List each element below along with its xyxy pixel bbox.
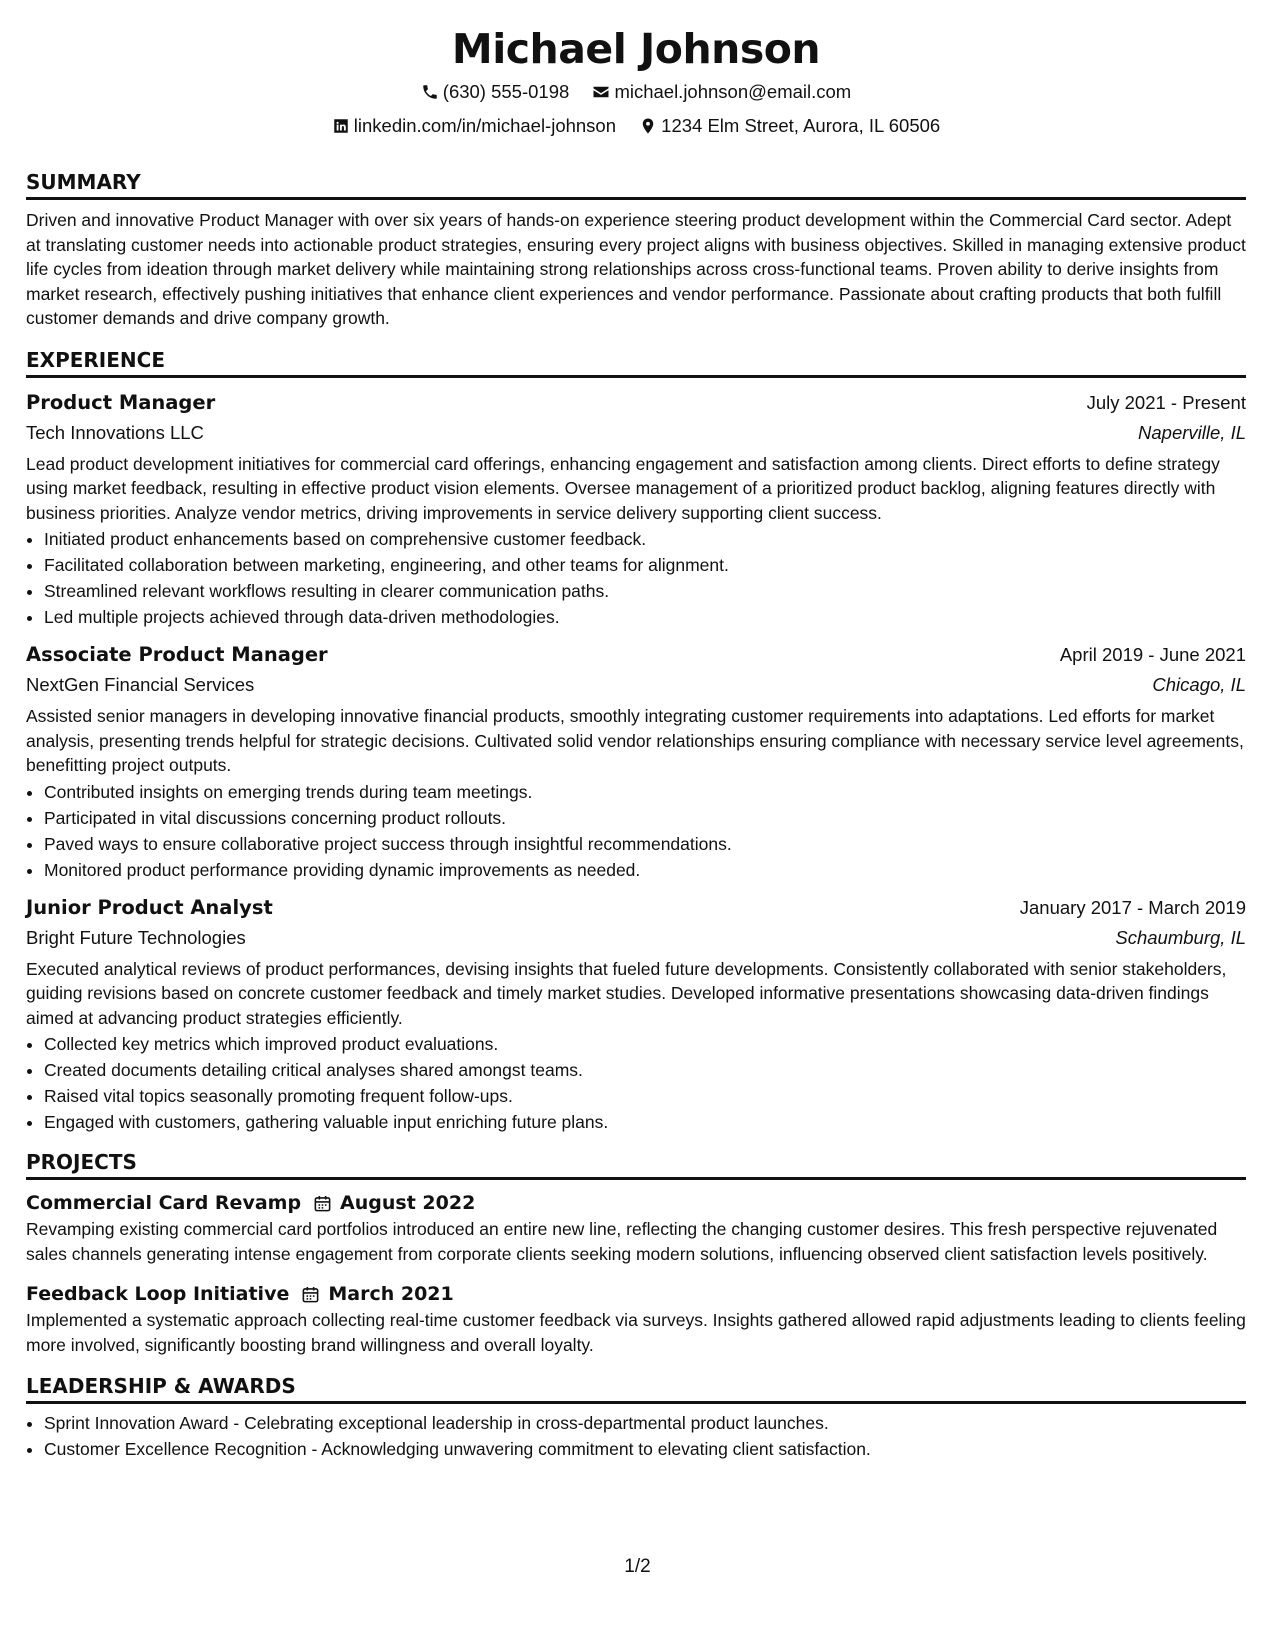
- address-text: 1234 Elm Street, Aurora, IL 60506: [661, 115, 941, 136]
- list-item: • Engaged with customers, gathering valuable input enriching future plans.: [44, 1109, 1246, 1135]
- experience-heading: EXPERIENCE: [26, 347, 1246, 378]
- list-item: • Facilitated collaboration between marketing, engineering, and other teams for alignment.: [44, 552, 1246, 578]
- list-item: • Initiated product enhancements based on comprehensive customer feedback.: [44, 526, 1246, 552]
- calendar-icon: [313, 1194, 332, 1213]
- leadership-heading: LEADERSHIP & AWARDS: [26, 1373, 1246, 1404]
- phone-text: (630) 555-0198: [442, 81, 570, 102]
- list-item: • Led multiple projects achieved through data-driven methodologies.: [44, 604, 1246, 630]
- list-item: • Customer Excellence Recognition - Acknowledging unwavering commitment to elevating client satisfaction.: [44, 1436, 1246, 1462]
- calendar-icon: [301, 1285, 320, 1304]
- project-name: Commercial Card Revamp: [26, 1192, 302, 1214]
- job-entry: [26, 388, 1246, 631]
- list-item: • Sprint Innovation Award - Celebrating exceptional leadership in cross-departmental product launches.: [44, 1410, 1246, 1436]
- envelope-icon: [592, 83, 610, 101]
- contact-phone[interactable]: [421, 80, 570, 104]
- linkedin-text: linkedin.com/in/michael-johnson: [353, 115, 617, 136]
- job-entry: [26, 640, 1246, 883]
- phone-icon: [421, 83, 439, 101]
- project-date: August 2022: [340, 1192, 476, 1214]
- project-description: Implemented a systematic approach collecting real-time customer feedback via surveys. Insights gathered allowed rapid adjustments leading to clients feeling more involved, significantly boosting brand willingness and overall loyalty.: [26, 1310, 1246, 1355]
- company-name: Bright Future Technologies: [26, 926, 246, 948]
- project-entry: [26, 1280, 1246, 1357]
- job-title: Associate Product Manager: [26, 643, 328, 666]
- summary-section: [26, 169, 1246, 331]
- job-entry: [26, 893, 1246, 1136]
- job-bullets: [26, 779, 1246, 883]
- map-pin-icon: [639, 117, 657, 135]
- job-bullets: [26, 526, 1246, 630]
- projects-heading: PROJECTS: [26, 1149, 1246, 1180]
- summary-heading: SUMMARY: [26, 169, 1246, 200]
- linkedin-icon: [332, 117, 350, 135]
- project-description: Revamping existing commercial card portfolios introduced an entire new line, reflecting the changing customer desires. This fresh perspective rejuvenated sales channels generating intense engagement from corporate clients seeking modern solutions, influencing observed client satisfaction levels positively.: [26, 1219, 1218, 1264]
- job-location: Schaumburg, IL: [1115, 926, 1246, 948]
- job-dates: January 2017 - March 2019: [1019, 896, 1246, 918]
- list-item: • Paved ways to ensure collaborative project success through insightful recommendations.: [44, 831, 1246, 857]
- contact-address: [639, 114, 940, 138]
- job-title: Product Manager: [26, 390, 216, 414]
- job-dates: April 2019 - June 2021: [1059, 644, 1246, 665]
- experience-section: [26, 347, 1246, 1136]
- list-item: • Streamlined relevant workflows resulting in clearer communication paths.: [44, 578, 1246, 604]
- leadership-bullets: [26, 1410, 1246, 1462]
- resume-page: [26, 24, 1246, 1462]
- job-title: Junior Product Analyst: [26, 895, 273, 919]
- leadership-section: [26, 1373, 1246, 1462]
- job-location: Naperville, IL: [1138, 421, 1246, 443]
- company-name: Tech Innovations LLC: [26, 421, 204, 443]
- project-name: Feedback Loop Initiative: [26, 1283, 290, 1305]
- job-description: Executed analytical reviews of product performances, devising insights that fueled future developments. Consistently collaborated with senior stakeholders, guiding revisions based on concrete customer feedback and timely market studies. Developed informative presentations showcasing data-driven findings aimed at advancing product strategies efficiently.: [26, 958, 1227, 1028]
- page-number: 1/2: [624, 1556, 651, 1577]
- list-item: • Monitored product performance providing dynamic improvements as needed.: [44, 857, 1246, 883]
- project-entry: [26, 1189, 1246, 1266]
- list-item: • Contributed insights on emerging trends during team meetings.: [44, 779, 1246, 805]
- projects-section: [26, 1149, 1246, 1357]
- list-item: • Created documents detailing critical analyses shared amongst teams.: [44, 1057, 1246, 1083]
- list-item: • Raised vital topics seasonally promoting frequent follow-ups.: [44, 1083, 1246, 1109]
- job-description: Lead product development initiatives for commercial card offerings, enhancing engagement and satisfaction among clients. Direct efforts to define strategy using market feedback, resulting in effective product vision elements. Oversee management of a prioritized product backlog, aligning features directly with business priorities. Analyze vendor metrics, driving improvements in service delivery supporting client success.: [26, 453, 1220, 523]
- list-item: • Participated in vital discussions concerning product rollouts.: [44, 805, 1246, 831]
- candidate-name: Michael Johnson: [451, 25, 821, 73]
- contact-linkedin[interactable]: [332, 114, 616, 138]
- job-description: Assisted senior managers in developing innovative financial products, smoothly integrating customer requirements into adaptations. Led efforts for market analysis, presenting trends helpful for strategic decisions. Cultivated solid vendor relationships ensuring compliance with necessary service level agreements, benefitting project outputs.: [26, 706, 1244, 775]
- job-bullets: [26, 1031, 1246, 1135]
- job-dates: July 2021 - Present: [1086, 391, 1246, 413]
- project-date: March 2021: [328, 1283, 454, 1305]
- contact-email[interactable]: [592, 80, 851, 104]
- contact-row-2: [26, 114, 1246, 141]
- contact-row-1: [26, 80, 1246, 107]
- company-name: NextGen Financial Services: [26, 674, 255, 695]
- job-location: Chicago, IL: [1152, 674, 1246, 695]
- summary-text: Driven and innovative Product Manager with over six years of hands-on experience steering product development within the Commercial Card sector. Adept at translating customer needs into actionable product strategies, ensuring every project aligns with business objectives. Skilled in managing extensive product life cycles from ideation through market delivery while maintaining strong relationships across cross-functional teams. Proven ability to derive insights from market research, effectively pushing initiatives that enhance client experiences and vendor performance. Passionate about crafting products that both fulfill customer demands and drive company growth.: [26, 210, 1246, 328]
- list-item: • Collected key metrics which improved product evaluations.: [44, 1031, 1246, 1057]
- email-text: michael.johnson@email.com: [614, 81, 852, 102]
